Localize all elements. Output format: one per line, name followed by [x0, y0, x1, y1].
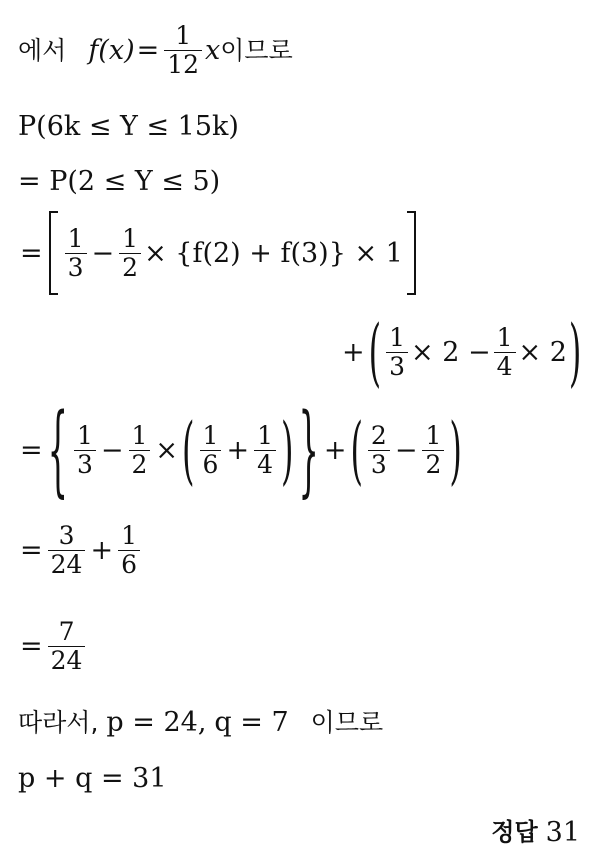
line6-eq: = [20, 434, 43, 466]
line1-fx: f(x) [88, 34, 135, 66]
line4-a-den: 3 [65, 253, 87, 282]
line6-plus2: + [323, 434, 347, 466]
line1-eq: = [136, 34, 160, 66]
line9-q-eq: q = 7 [214, 706, 289, 738]
line-2 [18, 96, 239, 156]
line6-a-den: 3 [74, 450, 96, 479]
line-6 [18, 391, 464, 509]
line6-f-num: 1 [425, 420, 442, 450]
line5-b-num: 1 [496, 322, 513, 352]
line5-frac-a [386, 324, 408, 381]
line6-times: × [155, 434, 179, 466]
line7-eq: = [20, 534, 43, 566]
line6-e-num: 2 [370, 420, 387, 450]
right-square-bracket [407, 211, 416, 295]
line1-x: x [205, 34, 221, 66]
line5-plus: + [342, 336, 365, 368]
left-square-bracket [49, 211, 58, 295]
line9-prefix: 따라서, [18, 707, 99, 737]
line-7 [18, 520, 143, 580]
line6-close-brace: } [298, 391, 319, 509]
line9-p-eq: p = 24, [106, 706, 207, 738]
line6-frac-c [200, 422, 222, 479]
line6-frac-f [422, 422, 444, 479]
line7-a-num: 3 [58, 520, 75, 550]
line7-frac-a [48, 522, 86, 579]
line6-open-paren-1: ( [182, 406, 195, 494]
line-8 [18, 616, 88, 676]
line6-f-den: 2 [422, 450, 444, 479]
line1-num: 1 [175, 20, 192, 50]
line4-b-num: 1 [122, 223, 139, 253]
line4-eq: = [20, 237, 43, 269]
line5-b-den: 4 [494, 352, 516, 381]
line9-suffix: 이므로 [310, 707, 384, 737]
line4-b-den: 2 [119, 253, 141, 282]
line2-text: P(6k ≤ Y ≤ 15k) [18, 110, 239, 142]
line-1 [18, 20, 293, 80]
line6-frac-b [129, 422, 151, 479]
line1-prefix: 에서 [18, 35, 67, 65]
line8-num: 7 [58, 616, 75, 646]
line4-frac-b [119, 225, 141, 282]
line6-open-brace: { [47, 391, 68, 509]
line5-tail: × 2 [518, 336, 567, 368]
line7-plus: + [90, 534, 114, 566]
line6-frac-e [368, 422, 390, 479]
line5-open-paren: ( [368, 308, 382, 396]
line6-b-den: 2 [129, 450, 151, 479]
line8-eq: = [20, 630, 43, 662]
line7-frac-b [118, 522, 140, 579]
line6-plus1: + [226, 434, 250, 466]
line6-c-num: 1 [202, 420, 219, 450]
line7-b-num: 1 [121, 520, 137, 550]
line4-frac-a [65, 225, 87, 282]
line8-den: 24 [48, 646, 86, 675]
line6-close-paren-2: ) [449, 406, 462, 494]
line6-frac-d [254, 422, 276, 479]
line6-a-num: 1 [76, 420, 93, 450]
line1-den: 12 [164, 50, 202, 79]
line7-b-den: 6 [118, 550, 140, 579]
answer-value: 31 [545, 816, 580, 848]
line5-a-den: 3 [386, 352, 408, 381]
line-9 [18, 692, 383, 752]
line6-minus2: − [394, 434, 418, 466]
line5-frac-b [494, 324, 516, 381]
line1-fraction [164, 22, 202, 79]
line-10 [18, 748, 167, 808]
line10-text: p + q = 31 [18, 762, 167, 794]
line6-close-paren-1: ) [280, 406, 294, 494]
line6-b-num: 1 [131, 420, 148, 450]
line6-c-den: 6 [200, 450, 222, 479]
line-5 [340, 308, 583, 396]
line5-a-num: 1 [389, 322, 406, 352]
line4-tail: × {f(2) + f(3)} × 1 [144, 237, 403, 269]
line6-e-den: 3 [368, 450, 390, 479]
line6-open-paren-2: ( [350, 406, 363, 494]
line3-text: = P(2 ≤ Y ≤ 5) [18, 165, 221, 197]
line-3 [18, 151, 220, 211]
line6-frac-a [74, 422, 96, 479]
line-4 [18, 223, 420, 283]
line6-d-den: 4 [254, 450, 276, 479]
line4-minus: − [91, 237, 115, 269]
answer-line [491, 802, 580, 862]
line6-minus1: − [100, 434, 124, 466]
line6-d-num: 1 [257, 420, 273, 450]
line8-frac [48, 618, 86, 675]
answer-label: 정답 [491, 818, 538, 846]
line1-suffix: 이므로 [220, 35, 293, 65]
line5-close-paren: ) [568, 308, 582, 396]
line4-a-num: 1 [67, 223, 84, 253]
line7-a-den: 24 [48, 550, 86, 579]
line5-mid: × 2 − [411, 336, 491, 368]
